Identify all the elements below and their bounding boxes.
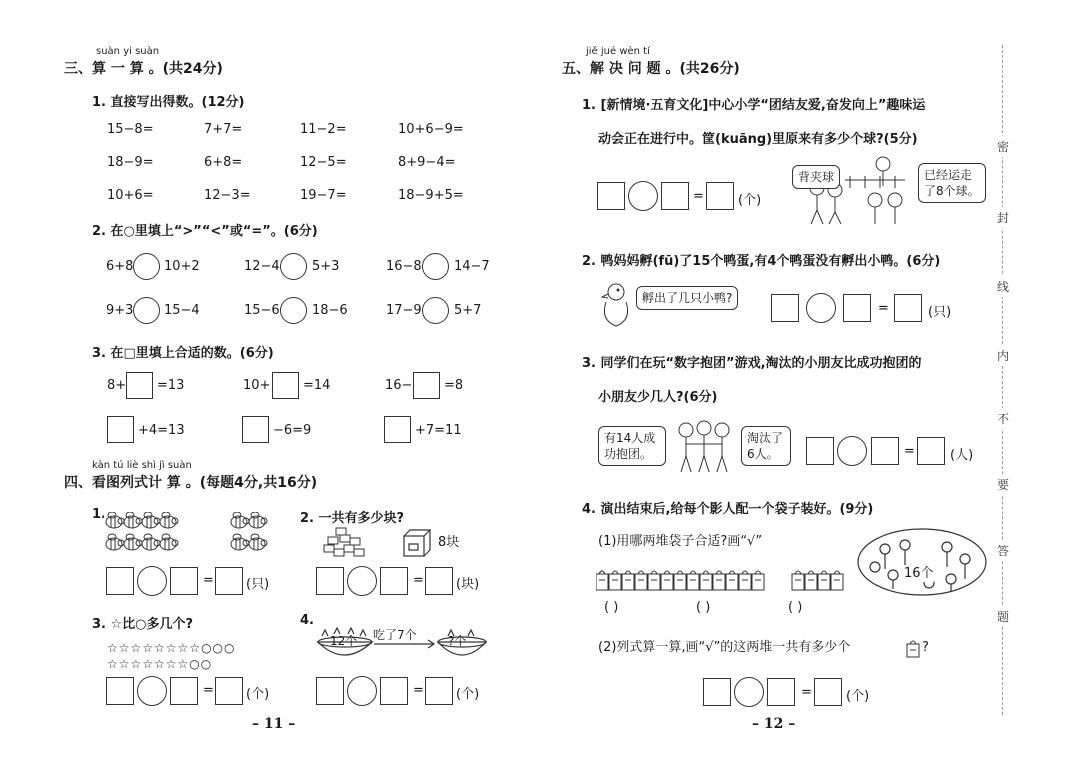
children-group-illustration — [672, 420, 738, 475]
operator-circle[interactable] — [347, 566, 377, 596]
compare-circle[interactable] — [422, 253, 449, 280]
equals-sign: = — [203, 683, 214, 698]
answer-box[interactable] — [170, 677, 198, 705]
speech-bubble-right — [918, 163, 986, 203]
bubble-text: 有14人成 — [604, 431, 656, 445]
answer-box[interactable] — [272, 372, 299, 399]
unit-label: (只) — [246, 577, 270, 592]
seal-label: 不 — [997, 408, 1009, 429]
answer-box[interactable] — [661, 182, 689, 210]
operator-circle[interactable] — [734, 677, 764, 707]
answer-box[interactable] — [425, 567, 453, 595]
unit-label: (个) — [738, 193, 762, 208]
speech-bubble-right — [741, 426, 791, 466]
s5-q2-line: 2. 鸭妈妈孵(fū)了15个鸭蛋,有4个鸭蛋没有孵出小鸭。(6分) — [582, 254, 941, 269]
section4-pinyin: kàn tú liè shì jì suàn — [92, 460, 192, 471]
answer-box[interactable] — [917, 437, 945, 465]
blocks-pile-illustration — [322, 527, 372, 562]
operator-circle[interactable] — [347, 676, 377, 706]
compare-left: 15−6 — [244, 303, 280, 318]
compare-left: 17−9 — [386, 303, 422, 318]
q1-item: 7+7= — [204, 122, 243, 137]
compare-right: 15−4 — [164, 303, 200, 318]
unit-label: (个) — [456, 687, 480, 702]
bubble-text: 背夹球 — [798, 170, 835, 184]
bubble-text: 功抱团。 — [604, 447, 653, 461]
answer-box[interactable] — [413, 372, 440, 399]
operator-circle[interactable] — [137, 676, 167, 706]
q1-item: 15−8= — [107, 122, 154, 137]
bubble-text: 孵出了几只小鸭? — [642, 291, 733, 305]
answer-box[interactable] — [380, 567, 408, 595]
bees-illustration — [104, 512, 279, 558]
seal-label: 答 — [997, 540, 1009, 561]
seal-label: 密 — [997, 136, 1009, 157]
box-count-label: 8块 — [438, 535, 460, 550]
section3-pinyin: suàn yi suàn — [96, 46, 160, 57]
answer-box[interactable] — [894, 294, 922, 322]
compare-right: 18−6 — [312, 303, 348, 318]
bag-piles-illustration — [596, 566, 851, 592]
seal-label: 题 — [997, 606, 1009, 627]
fill-post: +7=11 — [415, 423, 462, 438]
seal-label: 封 — [997, 207, 1009, 228]
stars-circles-row-1: ☆☆☆☆☆☆☆☆○○○ — [107, 641, 236, 655]
speech-bubble-left — [792, 165, 840, 189]
s4-q3-label: 3. ☆比○多几个? — [92, 617, 194, 632]
section5-title: 五、解 决 问 题 。(共26分) — [562, 61, 740, 77]
q1-item: 10+6−9= — [398, 122, 464, 137]
unit-label: (个) — [246, 687, 270, 702]
fill-post: =8 — [444, 378, 464, 393]
equals-sign: = — [413, 573, 424, 588]
compare-right: 5+3 — [312, 259, 340, 274]
bubble-text: 了8个球。 — [924, 184, 980, 198]
bubble-text: 淘汰了 — [747, 431, 784, 445]
bag-icon — [906, 638, 920, 658]
eaten-arrow-label: 吃了7个 — [373, 628, 417, 642]
q1-item: 18−9+5= — [398, 188, 464, 203]
q1-item: 12−5= — [300, 155, 347, 170]
shadow-puppets-oval-illustration — [855, 527, 990, 597]
bowl-left-count: 12个 — [330, 634, 358, 648]
equals-sign: = — [904, 444, 915, 459]
fill-pre: 8+ — [107, 378, 127, 393]
q3-label: 3. 在□里填上合适的数。(6分) — [92, 346, 274, 361]
unit-label: (块) — [456, 577, 480, 592]
answer-box[interactable] — [706, 182, 734, 210]
s5-q4-sub2-end: ? — [922, 640, 929, 655]
operator-circle[interactable] — [806, 293, 836, 323]
section3-title: 三、算 一 算 。(共24分) — [64, 61, 223, 77]
s5-q4-line: 4. 演出结束后,给每个影人配一个袋子装好。(9分) — [582, 502, 874, 517]
q1-item: 10+6= — [107, 188, 154, 203]
duck-illustration — [596, 280, 636, 330]
s4-q1-number: 1. — [92, 507, 106, 522]
answer-box[interactable] — [843, 294, 871, 322]
page-number-left: – 11 – — [252, 716, 296, 732]
seal-label: 线 — [997, 276, 1009, 297]
seal-label: 内 — [997, 345, 1009, 366]
answer-box[interactable] — [106, 567, 134, 595]
compare-circle[interactable] — [280, 253, 307, 280]
compare-right: 10+2 — [164, 259, 200, 274]
q2-label: 2. 在○里填上“>”“<”或“=”。(6分) — [92, 224, 318, 239]
check-slot[interactable]: ( ) — [696, 600, 711, 615]
answer-box[interactable] — [814, 678, 842, 706]
check-slot[interactable]: ( ) — [604, 600, 619, 615]
equals-sign: = — [801, 685, 812, 700]
answer-box[interactable] — [242, 416, 269, 443]
compare-right: 5+7 — [454, 303, 482, 318]
block-box-illustration — [402, 528, 432, 558]
s5-q3-line1: 3. 同学们在玩“数字抱团”游戏,淘汰的小朋友比成功抱团的 — [582, 356, 922, 371]
s5-q4-sub1: (1)用哪两堆袋子合适?画“√” — [598, 534, 763, 549]
answer-box[interactable] — [106, 677, 134, 705]
stars-circles-row-2: ☆☆☆☆☆☆☆○○ — [107, 657, 213, 671]
answer-box[interactable] — [767, 678, 795, 706]
operator-circle[interactable] — [837, 436, 867, 466]
answer-box[interactable] — [170, 567, 198, 595]
unit-label: (个) — [846, 689, 870, 704]
s4-q4-number: 4. — [300, 613, 314, 628]
speech-bubble-left — [598, 426, 666, 466]
s5-q1-line2: 动会正在进行中。筐(kuāng)里原来有多少个球?(5分) — [598, 132, 918, 147]
seal-label: 要 — [997, 474, 1009, 495]
bubble-text: 6人。 — [747, 447, 779, 461]
answer-box[interactable] — [425, 677, 453, 705]
q1-item: 6+8= — [204, 155, 243, 170]
answer-box[interactable] — [215, 567, 243, 595]
answer-box[interactable] — [597, 182, 625, 210]
bubble-text: 已经运走 — [924, 168, 973, 182]
unit-label: (只) — [928, 305, 952, 320]
answer-box[interactable] — [806, 437, 834, 465]
fill-post: −6=9 — [273, 423, 312, 438]
compare-circle[interactable] — [133, 253, 160, 280]
bowl-right-count: ?个 — [448, 634, 467, 648]
answer-box[interactable] — [380, 677, 408, 705]
oval-count-label: 16个 — [904, 566, 934, 581]
page-number-right: – 12 – — [752, 716, 796, 732]
answer-box[interactable] — [107, 416, 134, 443]
s4-q2-label: 2. 一共有多少块? — [300, 511, 405, 526]
fill-post: =13 — [157, 378, 185, 393]
equals-sign: = — [203, 573, 214, 588]
answer-box[interactable] — [871, 437, 899, 465]
compare-left: 16−8 — [386, 259, 422, 274]
compare-left: 12−4 — [244, 259, 280, 274]
fill-pre: 16− — [385, 378, 413, 393]
compare-circle[interactable] — [133, 297, 160, 324]
operator-circle[interactable] — [137, 566, 167, 596]
answer-box[interactable] — [215, 677, 243, 705]
q1-item: 8+9−4= — [398, 155, 456, 170]
q1-label: 1. 直接写出得数。(12分) — [92, 95, 245, 110]
equals-sign: = — [413, 683, 424, 698]
answer-box[interactable] — [771, 294, 799, 322]
answer-box[interactable] — [316, 677, 344, 705]
q1-item: 12−3= — [204, 188, 251, 203]
fill-post: =14 — [303, 378, 331, 393]
s5-q3-line2: 小朋友少几人?(6分) — [598, 390, 718, 405]
s5-q1-line1: 1. [新情境·五育文化]中心小学“团结友爱,奋发向上”趣味运 — [582, 98, 926, 113]
fill-post: +4=13 — [138, 423, 185, 438]
answer-box[interactable] — [384, 416, 411, 443]
unit-label: (人) — [950, 448, 974, 463]
compare-circle[interactable] — [422, 297, 449, 324]
speech-bubble — [636, 286, 738, 310]
answer-box[interactable] — [126, 372, 153, 399]
operator-circle[interactable] — [628, 181, 658, 211]
compare-right: 14−7 — [454, 259, 490, 274]
section4-title: 四、看图列式计 算 。(每题4分,共16分) — [64, 475, 318, 491]
compare-circle[interactable] — [280, 297, 307, 324]
equals-sign: = — [878, 301, 889, 316]
section5-pinyin: jiě jué wèn tí — [586, 46, 650, 57]
s5-q4-sub2: (2)列式算一算,画“√”的这两堆一共有多少个 — [598, 640, 851, 655]
compare-left: 9+3 — [106, 303, 134, 318]
q1-item: 19−7= — [300, 188, 347, 203]
compare-left: 6+8 — [106, 259, 134, 274]
answer-box[interactable] — [703, 678, 731, 706]
fill-pre: 10+ — [243, 378, 271, 393]
q1-item: 18−9= — [107, 155, 154, 170]
equals-sign: = — [693, 189, 704, 204]
q1-item: 11−2= — [300, 122, 347, 137]
check-slot[interactable]: ( ) — [788, 600, 803, 615]
answer-box[interactable] — [316, 567, 344, 595]
